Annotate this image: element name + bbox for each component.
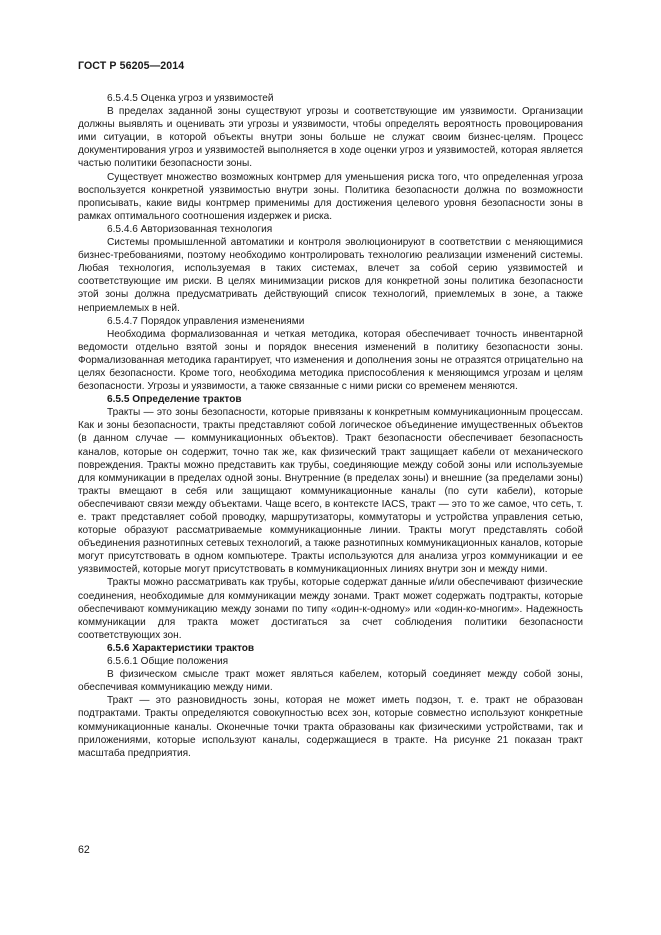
page-content	[78, 92, 583, 760]
section-heading-6-5-6-1: 6.5.6.1 Общие положения	[107, 656, 229, 668]
paragraph: Системы промышленной автоматики и контроля эволюционируют в соответствии с меняющимися бизнес-требованиями, поэтому необходимо контролировать технологию реализации изменений системы. Любая технология, используемая в таких системах, влечет за собой серию уязвимостей и соответствующие им риски. В целях минимизации рисков для конкретной зоны политика безопасности этой зоны должна предусматривать действующий список технологий, приемлемых в зоне, а также неприемлемых в ней.	[78, 237, 583, 314]
paragraph: В физическом смысле тракт может являться кабелем, который соединяет между собой зоны, обеспечивая коммуникацию между ними.	[78, 669, 583, 694]
page-number: 62	[78, 844, 90, 856]
section-heading-6-5-5: 6.5.5 Определение трактов	[107, 394, 242, 406]
paragraph: Тракты — это зоны безопасности, которые привязаны к конкретным коммуникационным процессам. Как и зоны безопасности, тракты представляют собой логическое объединение имущественных объектов (в данном случае — коммуникационных объектов). Тракт безопасности обеспечивает безопасность каналов, которые он содержит, точно так же, как физический тракт защищает кабели от механического повреждения. Тракты можно представить как трубы, соединяющие между собой зоны или используемые для коммуникации в пределах одной зоны. Внутренние (в пределах зоны) и внешние (за пределами зоны) тракты вмещают в себя или защищают коммуникационные каналы (по сути кабели), которые обеспечивают связи между объектами. Чаще всего, в контексте IACS, тракт — это то же самое, что сеть, т. е. тракт представляет собой проводку, маршрутизаторы, коммутаторы и устройства управления сетью, которые образуют рассматриваемые коммуникационные линии. Тракты могут представлять собой объединения разнотипных сетевых технологий, а также разнотипных коммуникационных каналов, которые могут присутствовать в одном компьютере. Тракты используются для анализа угроз коммуникации и ее уязвимостей, которые могут присутствовать в коммуникационных линиях внутри зон и между ними.	[78, 407, 583, 576]
section-heading-6-5-4-5: 6.5.4.5 Оценка угроз и уязвимостей	[107, 93, 274, 104]
paragraph: Необходима формализованная и четкая методика, которая обеспечивает точность инвентарной ведомости отдельно взятой зоны и порядок внесения изменений в политику безопасности зоны. Формализованная методика гарантирует, что изменения и дополнения зоны не отразятся отрицательно на целях безопасности. Кроме того, необходима методика приспособления к меняющимся угрозам и целям безопасности. Угрозы и уязвимости, а также связанные с ними риски со временем меняются.	[78, 328, 583, 393]
document-header: ГОСТ Р 56205—2014	[78, 60, 185, 72]
section-heading-6-5-6: 6.5.6 Характеристики трактов	[107, 642, 255, 654]
paragraph: Существует множество возможных контрмер для уменьшения риска того, что определенная угроза воспользуется конкретной уязвимостью внутри зоны. Политика безопасности должна по возможности прописывать, какие виды контрмер применимы для достижения целевого уровня безопасности зоны в рамках оптимального соотношения издержек и риска.	[78, 171, 583, 222]
paragraph: Тракты можно рассматривать как трубы, которые содержат данные и/или обеспечивают физические соединения, необходимые для коммуникации между зонами. Тракт может содержать подтракты, которые обеспечивают коммуникацию между зонами по типу «один-к-одному» или «один-ко-многим». Надежность коммуникации для тракта может достигаться за счет соблюдения политики безопасности соответствующих зон.	[78, 577, 583, 641]
section-heading-6-5-4-7: 6.5.4.7 Порядок управления изменениями	[107, 315, 305, 327]
paragraph: В пределах заданной зоны существуют угрозы и соответствующие им уязвимости. Организации должны выявлять и оценивать эти угрозы и уязвимости, чтобы определять вероятность провоцирования ими ситуации, в которой объекты внутри зоны больше не служат своим бизнес-целям. Процесс документирования угроз и уязвимостей выполняется в ходе оценки угроз и уязвимостей, которая является частью политики безопасности зоны.	[78, 106, 583, 170]
section-heading-6-5-4-6: 6.5.4.6 Авторизованная технология	[107, 223, 273, 235]
paragraph: Тракт — это разновидность зоны, которая не может иметь подзон, т. е. тракт не образован подтрактами. Тракты определяются совокупностью всех зон, которые совместно используют конкретные коммуникационные каналы. Оконечные точки тракта образованы как физическими устройствами, так и приложениями, которые используют каналы, содержащиеся в тракте. На рисунке 21 показан тракт масштаба предприятия.	[78, 695, 583, 759]
